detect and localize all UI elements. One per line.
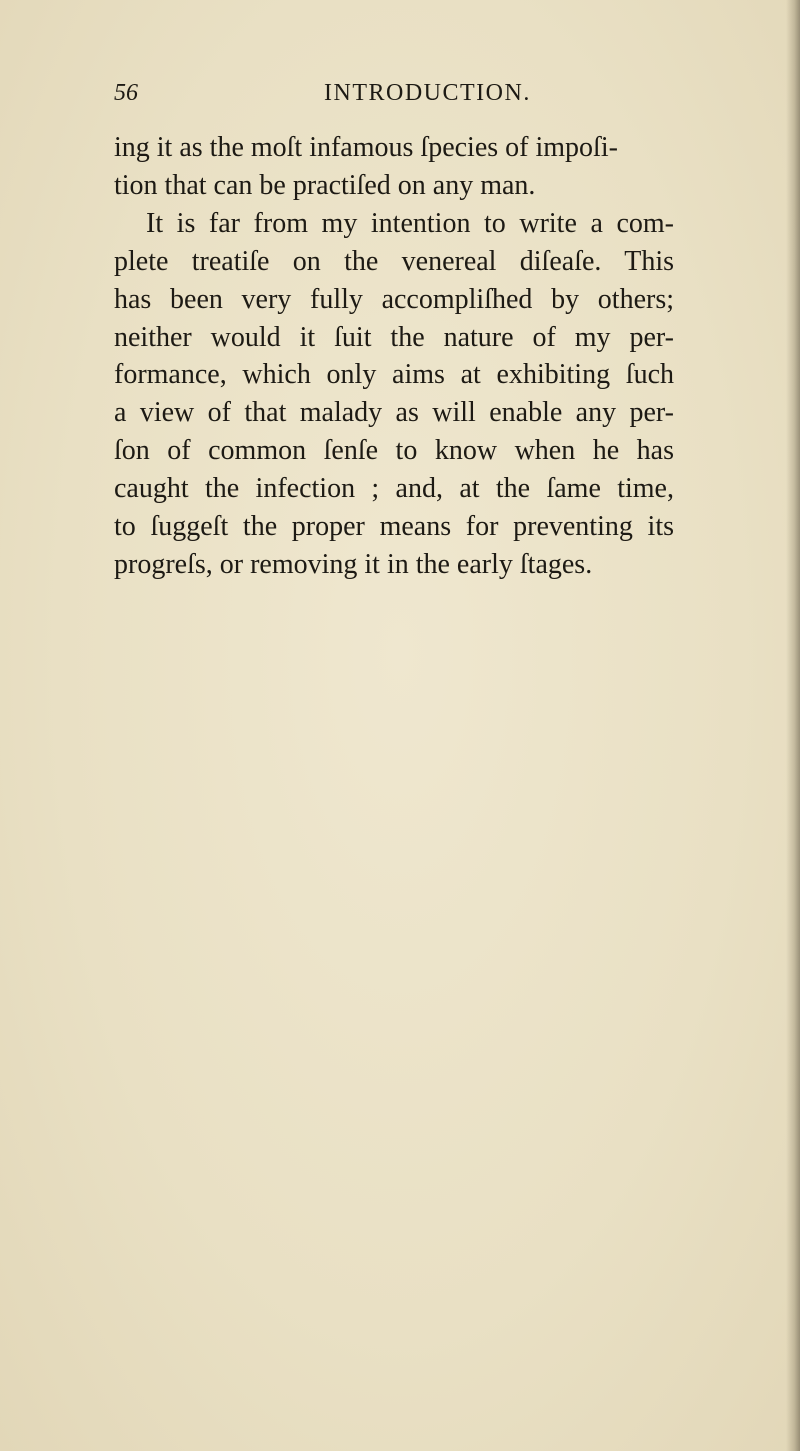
text-line: a view of that malady as will enable any per- [114, 397, 674, 429]
text-line: progreſs, or removing it in the early ſtages. [114, 548, 593, 580]
text-line: neither would it ſuit the nature of my per- [114, 321, 674, 353]
page-edge-shadow [786, 0, 800, 1451]
running-head: INTRODUCTION. [324, 80, 531, 106]
text-line: has been very fully accompliſhed by others; [114, 283, 674, 315]
page-number: 56 [114, 80, 138, 106]
text-line: to ſuggeſt the proper means for preventing its [114, 511, 674, 543]
page-header [114, 78, 674, 108]
text-line: caught the infection ; and, at the ſame time, [114, 473, 674, 505]
text-line: formance, which only aims at exhibiting ſuch [114, 359, 674, 391]
paragraph-first-line: It is far from my intention to write a com- [146, 207, 674, 239]
body-text [114, 129, 674, 584]
text-line: plete treatiſe on the venereal diſeaſe. This [114, 245, 674, 277]
text-line: ing it as the moſt infamous ſpecies of impoſi- [114, 132, 618, 163]
text-line: ſon of common ſenſe to know when he has [114, 435, 674, 467]
text-line: tion that can be practiſed on any man. [114, 169, 536, 201]
